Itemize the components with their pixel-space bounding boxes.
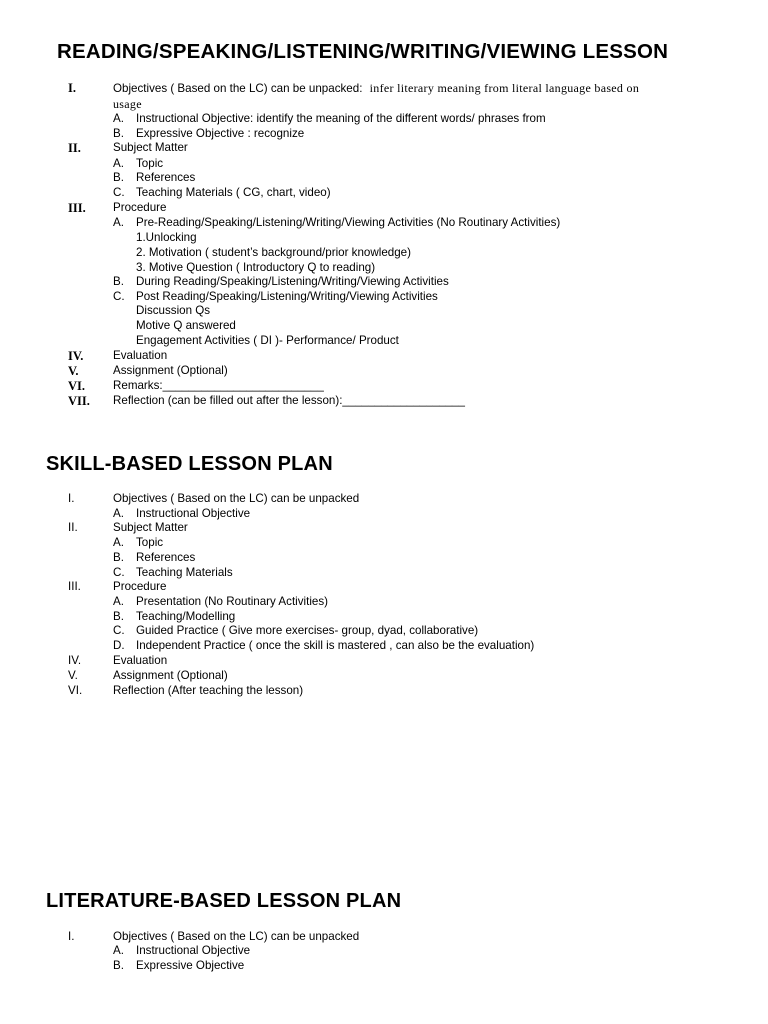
- outline-subitem: Post Reading/Speaking/Listening/Writing/Viewing Activities: [136, 290, 438, 303]
- outline-subitem: Topic: [136, 157, 164, 170]
- item-letter: A.: [113, 157, 124, 170]
- outline-subitem: Teaching Materials: [136, 566, 233, 579]
- item-number: VI.: [68, 684, 83, 697]
- outline-item-objectives: [113, 81, 639, 97]
- item-number: V.: [68, 669, 78, 682]
- item-letter: C.: [113, 290, 125, 303]
- item-letter: B.: [113, 551, 124, 564]
- outline-item-objectives: Objectives ( Based on the LC) can be unpacked: [113, 492, 360, 505]
- outline-subsubitem: 2. Motivation ( student’s background/prior knowledge): [136, 246, 411, 259]
- item-letter: B.: [113, 171, 124, 184]
- objectives-note-continued: usage: [113, 97, 142, 111]
- objectives-note: infer literary meaning from literal language based on: [369, 81, 640, 95]
- objectives-label: Objectives ( Based on the LC) can be unpacked:: [113, 82, 363, 95]
- outline-subitem: Pre-Reading/Speaking/Listening/Writing/Viewing Activities (No Routinary Activities): [136, 216, 561, 229]
- outline-item-assignment: Assignment (Optional): [113, 669, 228, 682]
- item-letter: A.: [113, 536, 124, 549]
- item-letter: B.: [113, 959, 124, 972]
- item-number: II.: [68, 141, 81, 155]
- outline-subitem: Independent Practice ( once the skill is mastered , can also be the evaluation): [136, 639, 535, 652]
- outline-subitem: Expressive Objective: [136, 959, 245, 972]
- item-number: IV.: [68, 654, 82, 667]
- item-letter: B.: [113, 127, 124, 140]
- outline-item-evaluation: Evaluation: [113, 654, 168, 667]
- item-number: III.: [68, 201, 86, 215]
- item-letter: A.: [113, 112, 124, 125]
- outline-item-assignment: Assignment (Optional): [113, 364, 228, 377]
- outline-item-remarks: Remarks:_________________________: [113, 379, 324, 392]
- outline-subitem: Instructional Objective: identify the meaning of the different words/ phrases from: [136, 112, 546, 125]
- item-number: VI.: [68, 379, 86, 393]
- section-title-literature-based: LITERATURE-BASED LESSON PLAN: [46, 890, 402, 912]
- item-number: II.: [68, 521, 78, 534]
- item-letter: C.: [113, 186, 125, 199]
- outline-subitem: Teaching Materials ( CG, chart, video): [136, 186, 331, 199]
- item-number: III.: [68, 580, 81, 593]
- item-letter: A.: [113, 944, 124, 957]
- outline-subsubitem: Engagement Activities ( DI )- Performance/ Product: [136, 334, 399, 347]
- item-number: VII.: [68, 394, 90, 408]
- outline-subitem: References: [136, 171, 196, 184]
- outline-subsubitem: 3. Motive Question ( Introductory Q to reading): [136, 261, 376, 274]
- outline-item-procedure: Procedure: [113, 201, 167, 214]
- outline-subitem: Guided Practice ( Give more exercises- group, dyad, collaborative): [136, 624, 479, 637]
- item-letter: B.: [113, 610, 124, 623]
- outline-subitem: References: [136, 551, 196, 564]
- item-number: I.: [68, 492, 75, 505]
- item-letter: C.: [113, 566, 125, 579]
- outline-subitem: Presentation (No Routinary Activities): [136, 595, 329, 608]
- item-letter: C.: [113, 624, 125, 637]
- outline-item-subject-matter: Subject Matter: [113, 521, 188, 534]
- item-letter: A.: [113, 595, 124, 608]
- outline-item-objectives: Objectives ( Based on the LC) can be unpacked: [113, 930, 360, 943]
- item-number: I.: [68, 81, 76, 95]
- item-letter: B.: [113, 275, 124, 288]
- outline-subitem: Teaching/Modelling: [136, 610, 236, 623]
- section-title-skill-based: SKILL-BASED LESSON PLAN: [46, 453, 333, 475]
- outline-item-reflection: Reflection (can be filled out after the lesson):___________________: [113, 394, 465, 407]
- outline-item-procedure: Procedure: [113, 580, 167, 593]
- outline-subsubitem: 1.Unlocking: [136, 231, 197, 244]
- outline-subitem: Instructional Objective: [136, 944, 251, 957]
- outline-subitem: Topic: [136, 536, 164, 549]
- outline-item-reflection: Reflection (After teaching the lesson): [113, 684, 304, 697]
- section-title-reading-lesson: READING/SPEAKING/LISTENING/WRITING/VIEWING LESSON: [57, 40, 669, 63]
- item-letter: A.: [113, 507, 124, 520]
- outline-subitem: During Reading/Speaking/Listening/Writing/Viewing Activities: [136, 275, 449, 288]
- item-letter: A.: [113, 216, 124, 229]
- outline-subsubitem: Discussion Qs: [136, 304, 211, 317]
- outline-subitem: Instructional Objective: [136, 507, 251, 520]
- item-number: IV.: [68, 349, 84, 363]
- outline-item-evaluation: Evaluation: [113, 349, 168, 362]
- item-number: I.: [68, 930, 75, 943]
- outline-item-subject-matter: Subject Matter: [113, 141, 188, 154]
- outline-subitem: Expressive Objective : recognize: [136, 127, 305, 140]
- outline-subsubitem: Motive Q answered: [136, 319, 236, 332]
- item-number: V.: [68, 364, 79, 378]
- item-letter: D.: [113, 639, 125, 652]
